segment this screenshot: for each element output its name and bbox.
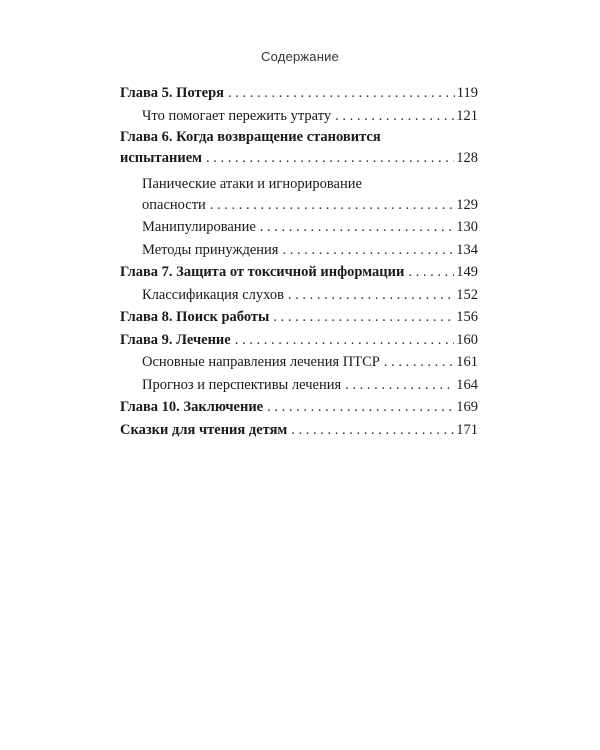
toc-entry-page: 164 [456,376,478,393]
toc-entry-title: Основные направления лечения ПТСР [142,354,380,370]
toc-entry-page: 121 [456,107,478,124]
toc-entry-section [120,374,478,397]
dot-leader [291,419,454,442]
toc-entry-page: 130 [456,219,478,235]
toc-entry-page: 152 [456,286,478,303]
toc-entry-title: Глава 5. Потеря [120,85,224,101]
toc-entry-page: 160 [456,331,478,348]
toc-entry-title: опасности [142,196,206,213]
dot-leader [273,306,454,329]
dot-leader [335,105,454,128]
toc-entry-title: Манипулирование [142,219,256,235]
toc-entry-page: 169 [456,399,478,415]
toc-entry-chapter-7 [120,261,478,284]
toc-entry-page: 119 [456,85,478,101]
toc-entry-title: Прогноз и перспективы лечения [142,376,342,393]
dot-leader [206,147,454,170]
toc-entry-page: 156 [456,309,478,325]
dot-leader [282,239,454,262]
toc-entry-page: 128 [456,150,478,166]
dot-leader [210,194,454,217]
toc-entry-title: Глава 7. Защита от токсичной информации [120,264,405,280]
toc-entry-fairy-tales [120,419,478,442]
dot-leader [260,216,454,239]
toc-entry-section [120,239,478,262]
toc-entry-title-line1: Панические атаки и игнорирование [142,175,362,192]
dot-leader [267,396,454,419]
toc-entry-title-line1: Глава 6. Когда возвращение становится [120,129,381,145]
toc-entry-section [120,174,478,217]
toc-entry-title: Классификация слухов [142,286,284,303]
toc-entry-page: 149 [456,264,478,280]
dot-leader [228,82,455,105]
dot-leader [345,374,454,397]
toc-entry-page: 134 [456,241,478,258]
toc-entry-title: испытанием [120,150,203,166]
toc-entry-title: Глава 9. Лечение [120,331,231,348]
running-head: Содержание [261,49,339,64]
dot-leader [384,351,454,374]
toc-entry-chapter-9 [120,329,478,352]
toc-entry-chapter-5 [120,82,478,105]
toc-entry-chapter-8 [120,306,478,329]
toc-entry-section [120,284,478,307]
toc-entry-chapter-6 [120,127,478,170]
toc-entry-chapter-10 [120,396,478,419]
toc-entry-page: 171 [456,421,478,438]
toc-entry-page: 129 [456,196,478,213]
toc-entry-title: Что помогает пережить утрату [142,107,332,124]
toc-entry-title: Глава 8. Поиск работы [120,309,270,325]
toc-entry-section [120,216,478,239]
toc-entry-title: Методы принуждения [142,241,279,258]
dot-leader [408,261,454,284]
toc-entry-title: Сказки для чтения детям [120,421,288,438]
dot-leader [288,284,454,307]
toc-entry-page: 161 [456,354,478,370]
dot-leader [235,329,455,352]
table-of-contents [120,82,478,441]
toc-entry-title: Глава 10. Заключение [120,399,264,415]
toc-entry-section [120,105,478,128]
toc-entry-section [120,351,478,374]
